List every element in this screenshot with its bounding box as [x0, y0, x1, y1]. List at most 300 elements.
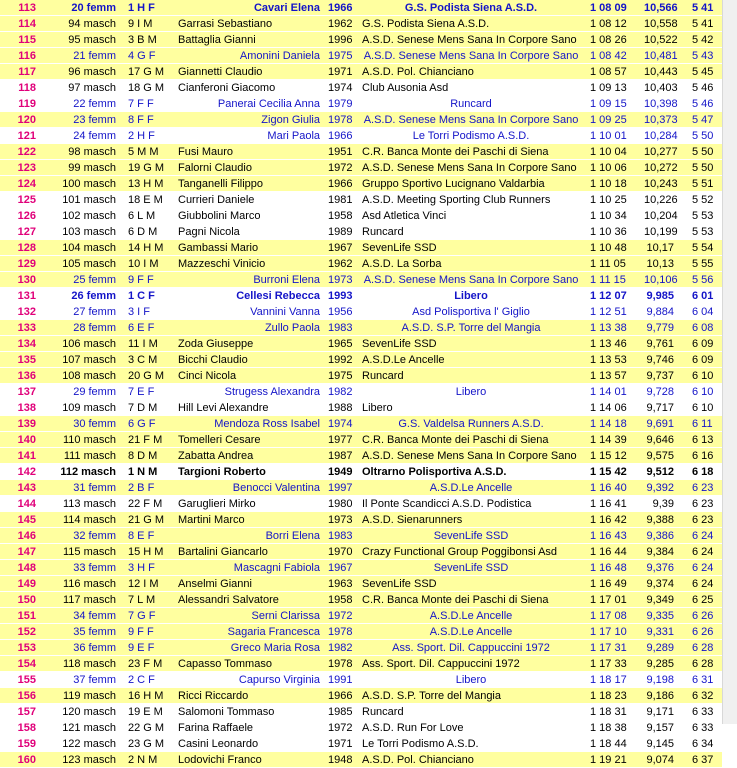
table-row — [0, 480, 722, 496]
pace-cell: 5 56 — [688, 272, 722, 288]
position-cell: 156 — [0, 688, 48, 704]
position-cell: 131 — [0, 288, 48, 304]
athlete-name-cell: Bicchi Claudio — [176, 352, 326, 368]
pace-cell: 6 33 — [688, 704, 722, 720]
speed-cell: 9,691 — [642, 416, 688, 432]
bib-cell: 113 masch — [48, 496, 124, 512]
category-cell: 5 M M — [124, 144, 176, 160]
bib-cell: 118 masch — [48, 656, 124, 672]
category-cell: 7 D M — [124, 400, 176, 416]
position-cell: 160 — [0, 752, 48, 768]
club-cell: Le Torri Podismo A.S.D. — [360, 736, 582, 752]
bib-cell: 98 masch — [48, 144, 124, 160]
table-row — [0, 112, 722, 128]
category-cell: 15 H M — [124, 544, 176, 560]
athlete-name-cell: Zoda Giuseppe — [176, 336, 326, 352]
finish-time-cell: 1 08 26 — [582, 32, 642, 48]
athlete-name-cell: Burroni Elena — [176, 272, 326, 288]
table-row — [0, 736, 722, 752]
position-cell: 138 — [0, 400, 48, 416]
bib-cell: 119 masch — [48, 688, 124, 704]
birth-year-cell: 1983 — [326, 320, 360, 336]
speed-cell: 10,443 — [642, 64, 688, 80]
bib-cell: 97 masch — [48, 80, 124, 96]
bib-cell: 24 femm — [48, 128, 124, 144]
club-cell: C.R. Banca Monte dei Paschi di Siena — [360, 144, 582, 160]
table-row — [0, 672, 722, 688]
finish-time-cell: 1 09 25 — [582, 112, 642, 128]
position-cell: 152 — [0, 624, 48, 640]
table-row — [0, 576, 722, 592]
club-cell: Gruppo Sportivo Lucignano Valdarbia — [360, 176, 582, 192]
athlete-name-cell: Salomoni Tommaso — [176, 704, 326, 720]
club-cell: Runcard — [360, 224, 582, 240]
athlete-name-cell: Bartalini Giancarlo — [176, 544, 326, 560]
speed-cell: 9,349 — [642, 592, 688, 608]
position-cell: 120 — [0, 112, 48, 128]
bib-cell: 121 masch — [48, 720, 124, 736]
club-cell: Libero — [360, 288, 582, 304]
category-cell: 21 G M — [124, 512, 176, 528]
position-cell: 144 — [0, 496, 48, 512]
athlete-name-cell: Garuglieri Mirko — [176, 496, 326, 512]
bib-cell: 109 masch — [48, 400, 124, 416]
finish-time-cell: 1 16 49 — [582, 576, 642, 592]
speed-cell: 9,335 — [642, 608, 688, 624]
finish-time-cell: 1 19 21 — [582, 752, 642, 768]
speed-cell: 10,272 — [642, 160, 688, 176]
finish-time-cell: 1 16 48 — [582, 560, 642, 576]
speed-cell: 9,779 — [642, 320, 688, 336]
club-cell: A.S.D.Le Ancelle — [360, 352, 582, 368]
category-cell: 9 F F — [124, 624, 176, 640]
scrollbar-track[interactable] — [722, 0, 737, 724]
speed-cell: 9,388 — [642, 512, 688, 528]
pace-cell: 6 32 — [688, 688, 722, 704]
bib-cell: 115 masch — [48, 544, 124, 560]
speed-cell: 10,277 — [642, 144, 688, 160]
bib-cell: 107 masch — [48, 352, 124, 368]
speed-cell: 9,198 — [642, 672, 688, 688]
category-cell: 6 L M — [124, 208, 176, 224]
position-cell: 159 — [0, 736, 48, 752]
table-row — [0, 80, 722, 96]
category-cell: 22 G M — [124, 720, 176, 736]
club-cell: Club Ausonia Asd — [360, 80, 582, 96]
birth-year-cell: 1979 — [326, 96, 360, 112]
table-row — [0, 32, 722, 48]
speed-cell: 9,171 — [642, 704, 688, 720]
table-row — [0, 208, 722, 224]
position-cell: 140 — [0, 432, 48, 448]
category-cell: 3 I F — [124, 304, 176, 320]
club-cell: A.S.D. Run For Love — [360, 720, 582, 736]
pace-cell: 5 50 — [688, 160, 722, 176]
athlete-name-cell: Lodovichi Franco — [176, 752, 326, 768]
position-cell: 153 — [0, 640, 48, 656]
birth-year-cell: 1982 — [326, 640, 360, 656]
position-cell: 135 — [0, 352, 48, 368]
birth-year-cell: 1989 — [326, 224, 360, 240]
speed-cell: 10,284 — [642, 128, 688, 144]
athlete-name-cell: Greco Maria Rosa — [176, 640, 326, 656]
category-cell: 9 F F — [124, 272, 176, 288]
finish-time-cell: 1 18 17 — [582, 672, 642, 688]
category-cell: 9 E F — [124, 640, 176, 656]
pace-cell: 5 41 — [688, 0, 722, 16]
club-cell: A.S.D.Le Ancelle — [360, 480, 582, 496]
athlete-name-cell: Tomelleri Cesare — [176, 432, 326, 448]
club-cell: SevenLife SSD — [360, 560, 582, 576]
finish-time-cell: 1 08 09 — [582, 0, 642, 16]
finish-time-cell: 1 10 04 — [582, 144, 642, 160]
birth-year-cell: 1966 — [326, 176, 360, 192]
finish-time-cell: 1 14 01 — [582, 384, 642, 400]
category-cell: 10 I M — [124, 256, 176, 272]
pace-cell: 5 46 — [688, 80, 722, 96]
bib-cell: 123 masch — [48, 752, 124, 768]
table-row — [0, 256, 722, 272]
athlete-name-cell: Serni Clarissa — [176, 608, 326, 624]
pace-cell: 5 46 — [688, 96, 722, 112]
speed-cell: 10,522 — [642, 32, 688, 48]
birth-year-cell: 1967 — [326, 240, 360, 256]
bib-cell: 37 femm — [48, 672, 124, 688]
category-cell: 8 E F — [124, 528, 176, 544]
athlete-name-cell: Mari Paola — [176, 128, 326, 144]
category-cell: 11 I M — [124, 336, 176, 352]
pace-cell: 6 37 — [688, 752, 722, 768]
bib-cell: 116 masch — [48, 576, 124, 592]
table-row — [0, 512, 722, 528]
finish-time-cell: 1 16 42 — [582, 512, 642, 528]
category-cell: 6 E F — [124, 320, 176, 336]
pace-cell: 6 13 — [688, 432, 722, 448]
pace-cell: 6 04 — [688, 304, 722, 320]
table-row — [0, 656, 722, 672]
finish-time-cell: 1 18 23 — [582, 688, 642, 704]
pace-cell: 6 26 — [688, 608, 722, 624]
athlete-name-cell: Cianferoni Giacomo — [176, 80, 326, 96]
club-cell: G.S. Podista Siena A.S.D. — [360, 16, 582, 32]
birth-year-cell: 1966 — [326, 688, 360, 704]
position-cell: 155 — [0, 672, 48, 688]
finish-time-cell: 1 14 18 — [582, 416, 642, 432]
speed-cell: 9,39 — [642, 496, 688, 512]
speed-cell: 9,575 — [642, 448, 688, 464]
birth-year-cell: 1985 — [326, 704, 360, 720]
speed-cell: 9,646 — [642, 432, 688, 448]
position-cell: 134 — [0, 336, 48, 352]
speed-cell: 9,145 — [642, 736, 688, 752]
pace-cell: 5 47 — [688, 112, 722, 128]
birth-year-cell: 1977 — [326, 432, 360, 448]
speed-cell: 9,285 — [642, 656, 688, 672]
category-cell: 2 H F — [124, 128, 176, 144]
athlete-name-cell: Giannetti Claudio — [176, 64, 326, 80]
category-cell: 7 E F — [124, 384, 176, 400]
bib-cell: 28 femm — [48, 320, 124, 336]
birth-year-cell: 1974 — [326, 80, 360, 96]
club-cell: Runcard — [360, 704, 582, 720]
category-cell: 19 E M — [124, 704, 176, 720]
club-cell: Runcard — [360, 368, 582, 384]
finish-time-cell: 1 16 41 — [582, 496, 642, 512]
position-cell: 151 — [0, 608, 48, 624]
club-cell: C.R. Banca Monte dei Paschi di Siena — [360, 432, 582, 448]
club-cell: A.S.D. Sienarunners — [360, 512, 582, 528]
position-cell: 148 — [0, 560, 48, 576]
finish-time-cell: 1 17 33 — [582, 656, 642, 672]
speed-cell: 9,717 — [642, 400, 688, 416]
speed-cell: 9,512 — [642, 464, 688, 480]
club-cell: A.S.D. Pol. Chianciano — [360, 64, 582, 80]
bib-cell: 29 femm — [48, 384, 124, 400]
birth-year-cell: 1973 — [326, 272, 360, 288]
club-cell: G.S. Valdelsa Runners A.S.D. — [360, 416, 582, 432]
position-cell: 149 — [0, 576, 48, 592]
bib-cell: 21 femm — [48, 48, 124, 64]
finish-time-cell: 1 18 31 — [582, 704, 642, 720]
bib-cell: 114 masch — [48, 512, 124, 528]
club-cell: SevenLife SSD — [360, 336, 582, 352]
table-row — [0, 272, 722, 288]
finish-time-cell: 1 17 10 — [582, 624, 642, 640]
table-row — [0, 224, 722, 240]
pace-cell: 6 31 — [688, 672, 722, 688]
athlete-name-cell: Battaglia Gianni — [176, 32, 326, 48]
bib-cell: 36 femm — [48, 640, 124, 656]
athlete-name-cell: Falorni Claudio — [176, 160, 326, 176]
position-cell: 113 — [0, 0, 48, 16]
table-row — [0, 240, 722, 256]
position-cell: 126 — [0, 208, 48, 224]
table-row — [0, 544, 722, 560]
category-cell: 17 G M — [124, 64, 176, 80]
pace-cell: 6 28 — [688, 640, 722, 656]
speed-cell: 10,398 — [642, 96, 688, 112]
finish-time-cell: 1 10 18 — [582, 176, 642, 192]
birth-year-cell: 1996 — [326, 32, 360, 48]
category-cell: 8 D M — [124, 448, 176, 464]
birth-year-cell: 1962 — [326, 16, 360, 32]
table-row — [0, 592, 722, 608]
athlete-name-cell: Martini Marco — [176, 512, 326, 528]
bib-cell: 26 femm — [48, 288, 124, 304]
finish-time-cell: 1 13 46 — [582, 336, 642, 352]
finish-time-cell: 1 13 38 — [582, 320, 642, 336]
club-cell: Libero — [360, 400, 582, 416]
birth-year-cell: 1982 — [326, 384, 360, 400]
pace-cell: 6 09 — [688, 352, 722, 368]
table-row — [0, 64, 722, 80]
finish-time-cell: 1 10 01 — [582, 128, 642, 144]
bib-cell: 23 femm — [48, 112, 124, 128]
birth-year-cell: 1971 — [326, 64, 360, 80]
position-cell: 136 — [0, 368, 48, 384]
table-row — [0, 560, 722, 576]
table-row — [0, 96, 722, 112]
athlete-name-cell: Capasso Tommaso — [176, 656, 326, 672]
speed-cell: 10,106 — [642, 272, 688, 288]
category-cell: 6 G F — [124, 416, 176, 432]
speed-cell: 10,403 — [642, 80, 688, 96]
pace-cell: 6 09 — [688, 336, 722, 352]
position-cell: 128 — [0, 240, 48, 256]
position-cell: 127 — [0, 224, 48, 240]
athlete-name-cell: Mazzeschi Vinicio — [176, 256, 326, 272]
pace-cell: 5 41 — [688, 16, 722, 32]
category-cell: 6 D M — [124, 224, 176, 240]
birth-year-cell: 1974 — [326, 416, 360, 432]
athlete-name-cell: Garrasi Sebastiano — [176, 16, 326, 32]
position-cell: 119 — [0, 96, 48, 112]
category-cell: 3 C M — [124, 352, 176, 368]
finish-time-cell: 1 12 51 — [582, 304, 642, 320]
birth-year-cell: 1962 — [326, 256, 360, 272]
pace-cell: 6 23 — [688, 496, 722, 512]
finish-time-cell: 1 08 12 — [582, 16, 642, 32]
category-cell: 16 H M — [124, 688, 176, 704]
bib-cell: 20 femm — [48, 0, 124, 16]
position-cell: 154 — [0, 656, 48, 672]
category-cell: 9 I M — [124, 16, 176, 32]
finish-time-cell: 1 15 12 — [582, 448, 642, 464]
birth-year-cell: 1972 — [326, 160, 360, 176]
birth-year-cell: 1972 — [326, 720, 360, 736]
bib-cell: 110 masch — [48, 432, 124, 448]
athlete-name-cell: Ricci Riccardo — [176, 688, 326, 704]
athlete-name-cell: Casini Leonardo — [176, 736, 326, 752]
position-cell: 118 — [0, 80, 48, 96]
finish-time-cell: 1 17 01 — [582, 592, 642, 608]
birth-year-cell: 1951 — [326, 144, 360, 160]
athlete-name-cell: Zigon Giulia — [176, 112, 326, 128]
bib-cell: 30 femm — [48, 416, 124, 432]
category-cell: 20 G M — [124, 368, 176, 384]
finish-time-cell: 1 10 25 — [582, 192, 642, 208]
bib-cell: 103 masch — [48, 224, 124, 240]
position-cell: 146 — [0, 528, 48, 544]
athlete-name-cell: Benocci Valentina — [176, 480, 326, 496]
bib-cell: 108 masch — [48, 368, 124, 384]
club-cell: Oltrarno Polisportiva A.S.D. — [360, 464, 582, 480]
pace-cell: 5 51 — [688, 176, 722, 192]
finish-time-cell: 1 16 44 — [582, 544, 642, 560]
category-cell: 2 C F — [124, 672, 176, 688]
bib-cell: 95 masch — [48, 32, 124, 48]
pace-cell: 6 25 — [688, 592, 722, 608]
birth-year-cell: 1988 — [326, 400, 360, 416]
bib-cell: 102 masch — [48, 208, 124, 224]
speed-cell: 10,566 — [642, 0, 688, 16]
category-cell: 4 G F — [124, 48, 176, 64]
bib-cell: 101 masch — [48, 192, 124, 208]
category-cell: 18 E M — [124, 192, 176, 208]
category-cell: 1 C F — [124, 288, 176, 304]
birth-year-cell: 1978 — [326, 112, 360, 128]
speed-cell: 9,289 — [642, 640, 688, 656]
speed-cell: 9,376 — [642, 560, 688, 576]
position-cell: 123 — [0, 160, 48, 176]
pace-cell: 6 08 — [688, 320, 722, 336]
pace-cell: 6 23 — [688, 480, 722, 496]
birth-year-cell: 1981 — [326, 192, 360, 208]
club-cell: A.S.D.Le Ancelle — [360, 608, 582, 624]
athlete-name-cell: Pagni Nicola — [176, 224, 326, 240]
table-row — [0, 336, 722, 352]
table-row — [0, 160, 722, 176]
speed-cell: 9,761 — [642, 336, 688, 352]
bib-cell: 25 femm — [48, 272, 124, 288]
athlete-name-cell: Giubbolini Marco — [176, 208, 326, 224]
finish-time-cell: 1 08 57 — [582, 64, 642, 80]
birth-year-cell: 1972 — [326, 608, 360, 624]
category-cell: 7 G F — [124, 608, 176, 624]
pace-cell: 6 10 — [688, 400, 722, 416]
bib-cell: 27 femm — [48, 304, 124, 320]
athlete-name-cell: Vannini Vanna — [176, 304, 326, 320]
finish-time-cell: 1 13 53 — [582, 352, 642, 368]
athlete-name-cell: Targioni Roberto — [176, 464, 326, 480]
finish-time-cell: 1 09 15 — [582, 96, 642, 112]
pace-cell: 6 33 — [688, 720, 722, 736]
bib-cell: 112 masch — [48, 464, 124, 480]
table-row — [0, 384, 722, 400]
position-cell: 117 — [0, 64, 48, 80]
finish-time-cell: 1 18 38 — [582, 720, 642, 736]
birth-year-cell: 1956 — [326, 304, 360, 320]
club-cell: A.S.D. Senese Mens Sana In Corpore Sano — [360, 112, 582, 128]
category-cell: 3 H F — [124, 560, 176, 576]
category-cell: 14 H M — [124, 240, 176, 256]
position-cell: 129 — [0, 256, 48, 272]
position-cell: 130 — [0, 272, 48, 288]
table-row — [0, 704, 722, 720]
finish-time-cell: 1 10 36 — [582, 224, 642, 240]
table-row — [0, 128, 722, 144]
position-cell: 157 — [0, 704, 48, 720]
pace-cell: 6 11 — [688, 416, 722, 432]
table-row — [0, 144, 722, 160]
bib-cell: 106 masch — [48, 336, 124, 352]
category-cell: 19 G M — [124, 160, 176, 176]
birth-year-cell: 1983 — [326, 528, 360, 544]
birth-year-cell: 1958 — [326, 208, 360, 224]
table-row — [0, 464, 722, 480]
category-cell: 7 L M — [124, 592, 176, 608]
table-row — [0, 352, 722, 368]
category-cell: 12 I M — [124, 576, 176, 592]
speed-cell: 10,243 — [642, 176, 688, 192]
birth-year-cell: 1987 — [326, 448, 360, 464]
finish-time-cell: 1 11 15 — [582, 272, 642, 288]
club-cell: Asd Polisportiva l' Giglio — [360, 304, 582, 320]
category-cell: 18 G M — [124, 80, 176, 96]
athlete-name-cell: Fusi Mauro — [176, 144, 326, 160]
position-cell: 142 — [0, 464, 48, 480]
club-cell: A.S.D. Pol. Chianciano — [360, 752, 582, 768]
athlete-name-cell: Cinci Nicola — [176, 368, 326, 384]
athlete-name-cell: Anselmi Gianni — [176, 576, 326, 592]
speed-cell: 9,074 — [642, 752, 688, 768]
athlete-name-cell: Hill Levi Alexandre — [176, 400, 326, 416]
finish-time-cell: 1 10 06 — [582, 160, 642, 176]
club-cell: A.S.D. Senese Mens Sana In Corpore Sano — [360, 272, 582, 288]
finish-time-cell: 1 17 31 — [582, 640, 642, 656]
birth-year-cell: 1975 — [326, 368, 360, 384]
birth-year-cell: 1971 — [326, 736, 360, 752]
